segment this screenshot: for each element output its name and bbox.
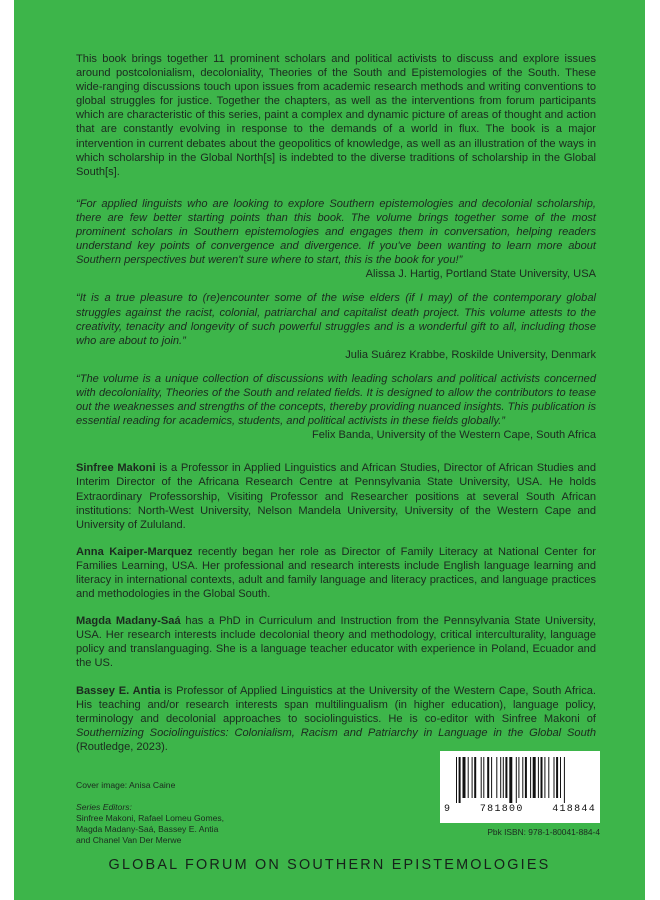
barcode-bar: [560, 757, 561, 798]
barcode-bar: [456, 757, 457, 803]
barcode-icon: [446, 757, 594, 803]
author-name: Sinfree Makoni: [76, 462, 156, 475]
barcode-left-group: 781800: [479, 804, 524, 815]
barcode-bar: [496, 757, 497, 798]
barcode-bar: [491, 757, 492, 798]
author-bio: [76, 684, 596, 754]
barcode-bar: [533, 757, 536, 798]
barcode-bar: [538, 757, 539, 798]
credits: [76, 780, 336, 846]
author-name: Bassey E. Antia: [76, 684, 161, 697]
series-editors-label: Series Editors:: [76, 802, 132, 812]
barcode-bar: [503, 757, 504, 798]
barcode-bar: [525, 757, 527, 798]
author-bio-text: is a Professor in Applied Linguistics and African Studies, Director of African Studies and Interim Director of the Africana Research Centre at Pennsylvania State University, USA. He holds Extraordinary Professorship, Visiting Professor and Researcher positions at several South African institutions: North-West University, Nelson Mandela University, University of the Western Cape and University of Zululand.: [76, 462, 596, 531]
back-cover: [14, 0, 645, 900]
author-name: Magda Madany-Saá: [76, 615, 181, 628]
barcode-bar: [500, 757, 501, 798]
barcode-bar: [522, 757, 523, 798]
author-bio-text: recently began her role as Director of Family Literacy at National Center for Families Learning, USA. Her professional and research interests include English language learning and literacy in international contexts, adult and family language and literacy practices, and language practices and methodologies in the Global South.: [76, 545, 596, 601]
series-editors-line: Magda Madany-Saá, Bassey E. Antia: [76, 824, 219, 834]
endorsement-author: Alissa J. Hartig, Portland State University, USA: [365, 268, 596, 281]
endorsement: [76, 197, 596, 282]
barcode-lead-digit: 9: [444, 804, 452, 815]
series-editors-line: and Chanel Van Der Merwe: [76, 835, 182, 845]
author-name: Anna Kaiper-Marquez: [76, 545, 193, 558]
barcode-bar: [541, 757, 543, 798]
barcode-bar: [509, 757, 512, 803]
barcode-bar: [548, 757, 549, 798]
barcode-bar: [459, 757, 461, 803]
endorsement-quote: “It is a true pleasure to (re)encounter some of the wise elders (if I may) of the contemporary global struggles against the racist, colonial, patriarchal and capitalist death project. This volume attests to the creativity, tenacity and longevity of such powerful struggles and is a wonderful gift to all, including those who are about to join.”: [76, 292, 596, 347]
author-bio: [76, 545, 596, 601]
barcode-bar: [505, 757, 507, 798]
barcode-bar: [564, 757, 565, 803]
barcode-bar: [518, 757, 519, 798]
barcode-bar: [544, 757, 545, 798]
isbn-label: Pbk ISBN: 978-1-80041-884-4: [487, 827, 600, 837]
barcode-bar: [468, 757, 469, 798]
author-bio: [76, 461, 596, 531]
isbn-barcode: [440, 751, 600, 823]
book-blurb: This book brings together 11 prominent scholars and political activists to discuss and explore issues around postcolonialism, decoloniality, Theories of the South and Epistemologies of the South. These wide-ranging discussions touch upon issues from academic research methods and writing conventions to global struggles for justice. Together the chapters, as well as the interventions from forum participants which are characteristic of this series, paint a complex and dynamic picture of areas of thought and action that are constantly evolving in response to the demands of a world in flux. The book is a major intervention in current debates about the geopolitics of knowledge, as well as an illustration of the ways in which scholarship in the Global North[s] is indebted to the diverse traditions of scholarship in the Global South[s].: [76, 53, 596, 178]
barcode-bar: [530, 757, 531, 798]
author-bio-text: has a PhD in Curriculum and Instruction from the Pennsylvania State University, USA. Her research interests include decolonial theory and methodology, critical interculturality, language policy and translanguaging. She is a language teacher educator with experience in Poland, Ecuador and the US.: [76, 615, 597, 670]
cover-image-credit: Cover image: Anisa Caine: [76, 780, 176, 790]
author-bio-text: is Professor of Applied Linguistics at the University of the Western Cape, South Africa. His teaching and/or research interests span multilingualism (in higher education), language policy, terminology and decolonial approaches to sociolinguistics. He is co-editor with Sinfree Makoni of: [76, 684, 596, 725]
barcode-bar: [474, 757, 476, 798]
series-editors-line: Sinfree Makoni, Rafael Lomeu Gomes,: [76, 813, 225, 823]
barcode-bar: [481, 757, 482, 798]
barcode-bar: [516, 757, 517, 803]
series-title: GLOBAL FORUM ON SOUTHERN EPISTEMOLOGIES: [108, 857, 551, 873]
endorsement-author: Julia Suárez Krabbe, Roskilde University, Denmark: [345, 348, 596, 361]
endorsement-quote: “For applied linguists who are looking to explore Southern epistemologies and decolonial scholarship, there are few better starting points than this book. The volume brings together some of the most prominent scholars in Southern epistemologies and engages them in conversation, helping readers understand key points of convergence and divergence. If you've been wanting to learn more about Southern perspectives but weren't sure where to start, this is the book for you!”: [76, 197, 596, 267]
barcode-bar: [556, 757, 558, 798]
author-bio: [76, 614, 596, 670]
endorsement-quote: “The volume is a unique collection of discussions with leading scholars and political activists concerned with decoloniality, Theories of the South and related fields. It is designed to allow the contributors to tease out the weaknesses and strengths of the concepts, thereby providing nuanced insights. This publication is essential reading for academics, students, and political activists in these fields globally.”: [76, 372, 596, 428]
barcode-bar: [554, 757, 555, 798]
endorsement: [76, 291, 596, 361]
endorsement-author: Felix Banda, University of the Western Cape, South Africa: [311, 429, 596, 442]
barcode-bar: [483, 757, 484, 798]
book-title: Southernizing Sociolinguistics: Colonialism, Racism and Patriarchy in Language in the Global South: [76, 726, 596, 739]
author-bio-text-end: (Routledge, 2023).: [76, 740, 168, 753]
barcode-right-group: 418844: [552, 804, 596, 815]
barcode-bar: [472, 757, 473, 798]
barcode-bar: [463, 757, 466, 798]
endorsement: [76, 372, 596, 442]
barcode-bar: [487, 757, 489, 798]
barcode-digits: [444, 804, 596, 815]
cover-content: [76, 52, 596, 754]
